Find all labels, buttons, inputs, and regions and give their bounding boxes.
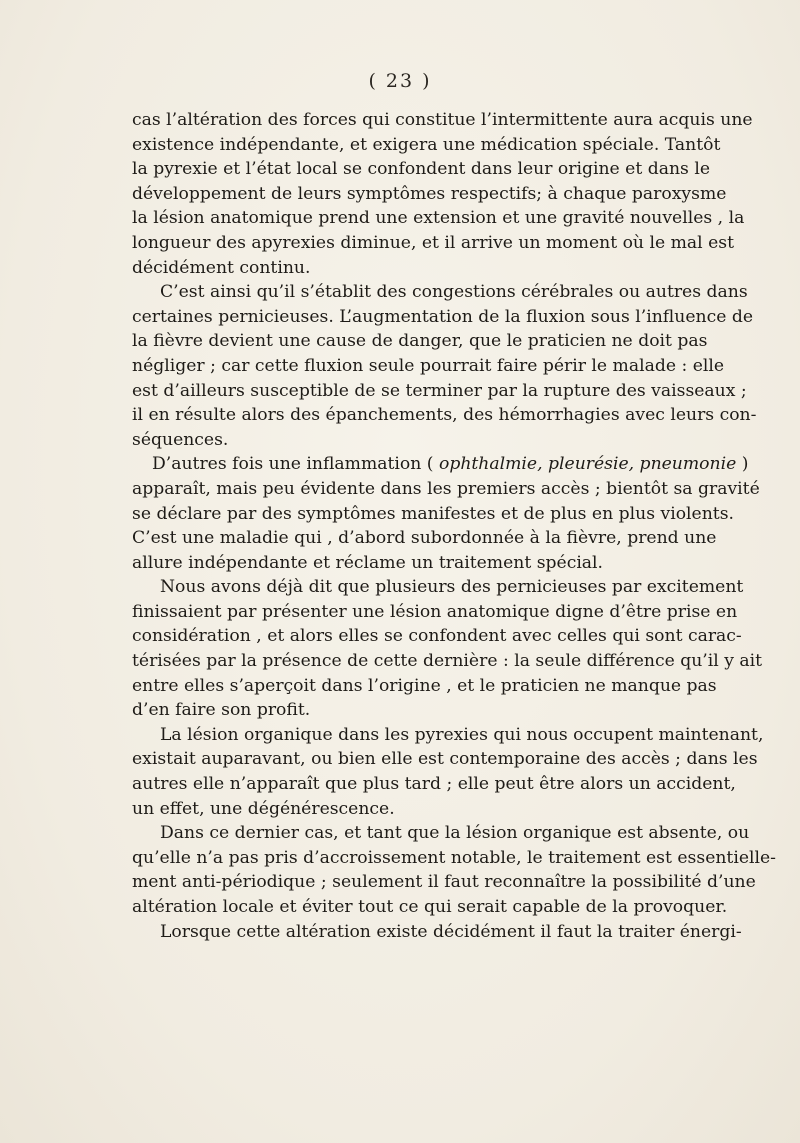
- text-line: il en résulte alors des épanchements, des hémorrhagies avec leurs con-: [132, 405, 757, 426]
- text-line: térisées par la présence de cette dernière : la seule différence qu’il y ait: [132, 651, 763, 672]
- body-text: [132, 108, 776, 944]
- text-line-mixed: [132, 452, 749, 477]
- text-line: négliger ; car cette fluxion seule pourrait faire périr le malade : elle: [132, 355, 725, 376]
- italic-terms: ophthalmie, pleurésie, pneumonie: [438, 454, 737, 475]
- text-line: un effet, une dégénérescence.: [132, 798, 395, 819]
- page-number: ( 23 ): [368, 70, 432, 92]
- text-line: finissaient par présenter une lésion anatomique digne d’être prise en: [132, 601, 738, 622]
- text-line: la fièvre devient une cause de danger, que le praticien ne doit pas: [132, 331, 708, 352]
- text-line: C’est ainsi qu’il s’établit des congestions cérébrales ou autres dans: [160, 282, 748, 303]
- text-line: allure indépendante et réclame un traitement spécial.: [132, 552, 604, 573]
- text-line: séquences.: [132, 429, 229, 450]
- text-line: altération locale et éviter tout ce qui serait capable de la provoquer.: [132, 897, 728, 917]
- text-line: décidément continu.: [132, 257, 311, 278]
- text-line: Dans ce dernier cas, et tant que la lésion organique est absente, ou: [160, 823, 750, 844]
- text-line: apparaît, mais peu évidente dans les premiers accès ; bientôt sa gravité: [132, 478, 760, 499]
- text-line: cas l’altération des forces qui constitue l’intermittente aura acquis une: [132, 110, 753, 130]
- text-line: autres elle n’apparaît que plus tard ; elle peut être alors un accident,: [132, 774, 736, 795]
- text-line: d’en faire son profit.: [132, 700, 311, 721]
- text-line: longueur des apyrexies diminue, et il arrive un moment où le mal est: [132, 232, 734, 253]
- text-line: la lésion anatomique prend une extension et une gravité nouvelles , la: [132, 208, 745, 229]
- text-line: se déclare par des symptômes manifestes et de plus en plus violents.: [132, 503, 734, 524]
- text-line: développement de leurs symptômes respectifs; à chaque paroxysme: [132, 183, 727, 204]
- text-line: ment anti-périodique ; seulement il faut reconnaître la possibilité d’une: [132, 872, 756, 893]
- text-line: existence indépendante, et exigera une médication spéciale. Tantôt: [132, 134, 721, 155]
- text-line: la pyrexie et l’état local se confondent dans leur origine et dans le: [132, 159, 710, 180]
- text-line: Lorsque cette altération existe décidément il faut la traiter énergi-: [160, 921, 742, 942]
- text-line: C’est une maladie qui , d’abord subordonnée à la fièvre, prend une: [132, 528, 717, 549]
- text-segment: ): [736, 454, 749, 475]
- text-line: entre elles s’aperçoit dans l’origine , et le praticien ne manque pas: [132, 675, 717, 696]
- text-line: La lésion organique dans les pyrexies qui nous occupent maintenant,: [160, 724, 764, 745]
- text-line: certaines pernicieuses. L’augmentation de la fluxion sous l’influence de: [132, 306, 754, 327]
- text-line: considération , et alors elles se confondent avec celles qui sont carac-: [132, 626, 742, 647]
- text-line: Nous avons déjà dit que plusieurs des pernicieuses par excitement: [160, 577, 744, 598]
- text-line: qu’elle n’a pas pris d’accroissement notable, le traitement est essentielle-: [132, 847, 776, 868]
- text-line: existait auparavant, ou bien elle est contemporaine des accès ; dans les: [132, 749, 758, 770]
- text-line: est d’ailleurs susceptible de se terminer par la rupture des vaisseaux ;: [132, 380, 747, 401]
- text-segment: D’autres fois une inflammation (: [152, 454, 439, 475]
